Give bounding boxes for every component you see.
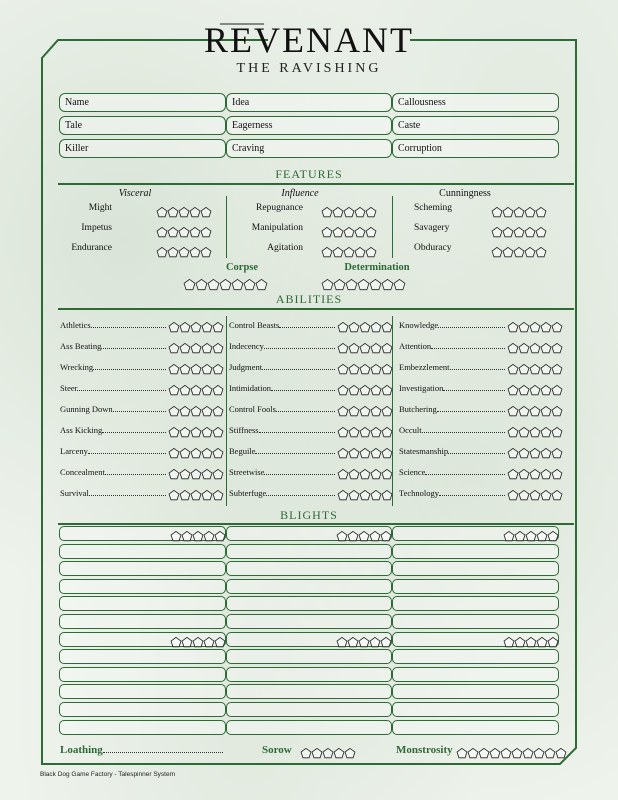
- feature-label: Manipulation: [251, 223, 303, 233]
- feature-dots[interactable]: [321, 203, 376, 221]
- ability-label: Statesmanship: [399, 446, 449, 456]
- field-tale[interactable]: Tale: [59, 116, 226, 135]
- blight-dots[interactable]: [170, 527, 225, 545]
- ability-dots[interactable]: [168, 423, 223, 441]
- ability-leader: [450, 369, 505, 370]
- ability-row[interactable]: [60, 341, 166, 351]
- feature-col-title: Visceral: [118, 188, 152, 199]
- ability-label: Survival: [60, 488, 89, 498]
- ability-leader: [264, 474, 335, 475]
- ability-dots[interactable]: [337, 381, 392, 399]
- features-rule: [58, 183, 574, 185]
- ability-row[interactable]: [60, 488, 166, 498]
- ability-leader: [105, 474, 166, 475]
- feature-dots[interactable]: [491, 223, 546, 241]
- ability-label: Intimidation: [229, 383, 272, 393]
- ability-dots[interactable]: [168, 318, 223, 336]
- ability-label: Occult: [399, 425, 422, 435]
- blight-line[interactable]: [226, 649, 392, 664]
- title-block: [0, 20, 618, 77]
- feature-dots[interactable]: [156, 223, 211, 241]
- ability-label: Control Beasts: [229, 320, 280, 330]
- sorrow-dots[interactable]: [300, 744, 355, 762]
- ability-row[interactable]: [229, 383, 335, 393]
- blight-line[interactable]: [226, 720, 392, 735]
- feature-col-title: Influence: [281, 188, 319, 199]
- ability-label: Ass Beating: [60, 341, 102, 351]
- ability-row[interactable]: [399, 362, 505, 372]
- abilities-rule: [58, 308, 574, 310]
- ability-dots[interactable]: [337, 360, 392, 378]
- ability-dots[interactable]: [507, 423, 562, 441]
- ability-dots[interactable]: [507, 339, 562, 357]
- ability-leader: [102, 432, 166, 433]
- ability-leader: [101, 348, 166, 349]
- ability-row[interactable]: [60, 404, 166, 414]
- ability-label: Larceny: [60, 446, 88, 456]
- ability-row[interactable]: [399, 341, 505, 351]
- corpse-label: Corpse: [225, 262, 259, 273]
- ability-row[interactable]: [60, 383, 166, 393]
- feature-col-title: Cunningness: [439, 188, 491, 199]
- blight-dots[interactable]: [336, 633, 391, 651]
- ability-row[interactable]: [229, 488, 335, 498]
- ability-row[interactable]: [60, 446, 166, 456]
- feature-dots[interactable]: [491, 243, 546, 261]
- ability-row[interactable]: [60, 362, 166, 372]
- ability-label: Subterfuge: [229, 488, 267, 498]
- ability-label: Embezzlement: [399, 362, 450, 372]
- ability-leader: [77, 390, 166, 391]
- blight-line[interactable]: [226, 596, 392, 611]
- blight-line[interactable]: [226, 684, 392, 699]
- ability-label: Butchering: [399, 404, 437, 414]
- blight-dots[interactable]: [503, 527, 558, 545]
- abilities-heading: ABILITIES: [275, 292, 343, 306]
- ability-label: Indecency: [229, 341, 264, 351]
- feature-label: Scheming: [414, 203, 452, 213]
- ability-dots[interactable]: [507, 381, 562, 399]
- blight-line[interactable]: [59, 614, 226, 629]
- field-idea[interactable]: Idea: [226, 93, 392, 112]
- ability-dots[interactable]: [337, 402, 392, 420]
- blights-rule: [58, 523, 574, 525]
- feature-dots[interactable]: [156, 203, 211, 221]
- ability-row[interactable]: [399, 404, 505, 414]
- ability-leader: [431, 348, 505, 349]
- ability-dots[interactable]: [337, 465, 392, 483]
- ability-row[interactable]: [399, 446, 505, 456]
- credit-note: Black Dog Game Factory - Talespinner System: [40, 771, 175, 778]
- ability-row[interactable]: [399, 383, 505, 393]
- page-title: REVENANT: [204, 20, 414, 60]
- ability-dots[interactable]: [507, 444, 562, 462]
- feature-dots[interactable]: [491, 203, 546, 221]
- ability-label: Stiffness: [229, 425, 259, 435]
- blight-line[interactable]: [59, 596, 226, 611]
- ability-label: Concealment: [60, 467, 105, 477]
- monstrosity-dots[interactable]: [456, 744, 566, 762]
- ability-dots[interactable]: [168, 339, 223, 357]
- ability-dots[interactable]: [337, 444, 392, 462]
- ability-leader: [276, 411, 335, 412]
- field-eagerness[interactable]: Eagerness: [226, 116, 392, 135]
- loathing-field[interactable]: [60, 744, 223, 756]
- ability-leader: [422, 432, 505, 433]
- feature-label: Might: [88, 203, 112, 213]
- ability-dots[interactable]: [507, 465, 562, 483]
- field-corruption[interactable]: Corruption: [392, 139, 559, 158]
- ability-row[interactable]: [229, 425, 335, 435]
- blight-line[interactable]: [226, 614, 392, 629]
- sorrow-label: Sorow: [262, 744, 292, 756]
- ability-leader: [279, 327, 335, 328]
- blight-line[interactable]: [59, 702, 226, 717]
- determination-label: Determination: [344, 262, 410, 273]
- blights-heading: BLIGHTS: [280, 508, 338, 522]
- ability-label: Beguile: [229, 446, 256, 456]
- ability-dots[interactable]: [337, 318, 392, 336]
- blight-line[interactable]: [226, 667, 392, 682]
- ability-row[interactable]: [60, 320, 166, 330]
- ability-leader: [89, 495, 166, 496]
- ability-label: Investigation: [399, 383, 444, 393]
- field-callousness[interactable]: Callousness: [392, 93, 559, 112]
- field-caste[interactable]: Caste: [392, 116, 559, 135]
- loathing-label: Loathing: [60, 744, 103, 756]
- ability-row[interactable]: [229, 467, 335, 477]
- ability-label: Judgment: [229, 362, 263, 372]
- ability-leader: [437, 411, 505, 412]
- ability-dots[interactable]: [168, 381, 223, 399]
- blight-line[interactable]: [59, 684, 226, 699]
- corpse-dots[interactable]: [183, 275, 267, 293]
- feature-dots[interactable]: [321, 243, 376, 261]
- ability-label: Streetwise: [229, 467, 265, 477]
- feature-divider: [392, 196, 393, 258]
- features-heading: FEATURES: [275, 167, 343, 181]
- feature-label: Agitation: [267, 243, 303, 253]
- ability-leader: [266, 495, 335, 496]
- ability-leader: [91, 327, 166, 328]
- ability-leader: [439, 495, 505, 496]
- ability-leader: [438, 327, 505, 328]
- blight-line[interactable]: [59, 667, 226, 682]
- blight-line[interactable]: [392, 649, 559, 664]
- ability-label: Attention: [399, 341, 432, 351]
- ability-row[interactable]: [399, 425, 505, 435]
- ability-leader: [255, 453, 335, 454]
- blight-line[interactable]: [392, 684, 559, 699]
- ability-row[interactable]: [60, 425, 166, 435]
- ability-row[interactable]: [399, 488, 505, 498]
- ability-label: Athletics: [60, 320, 91, 330]
- ability-leader: [113, 411, 166, 412]
- ability-leader: [262, 369, 335, 370]
- ability-label: Technology: [399, 488, 440, 498]
- blight-line[interactable]: [59, 720, 226, 735]
- ability-dots[interactable]: [337, 486, 392, 504]
- blight-line[interactable]: [392, 667, 559, 682]
- ability-dots[interactable]: [168, 360, 223, 378]
- blight-dots[interactable]: [336, 527, 391, 545]
- determination-dots[interactable]: [321, 275, 405, 293]
- ability-leader: [259, 432, 335, 433]
- ability-dots[interactable]: [168, 465, 223, 483]
- ability-row[interactable]: [229, 320, 335, 330]
- blight-dots[interactable]: [503, 633, 558, 651]
- ability-dots[interactable]: [168, 444, 223, 462]
- feature-dots[interactable]: [156, 243, 211, 261]
- blight-line[interactable]: [392, 702, 559, 717]
- ability-dots[interactable]: [337, 423, 392, 441]
- blight-line[interactable]: [392, 596, 559, 611]
- ability-label: Wrecking: [60, 362, 94, 372]
- blight-line[interactable]: [59, 561, 226, 576]
- ability-row[interactable]: [229, 404, 335, 414]
- ability-row[interactable]: [229, 446, 335, 456]
- blight-line[interactable]: [226, 702, 392, 717]
- feature-label: Impetus: [81, 223, 112, 233]
- ability-divider: [392, 316, 393, 506]
- blight-line[interactable]: [226, 544, 392, 559]
- feature-label: Repugnance: [256, 203, 303, 213]
- ability-row[interactable]: [399, 467, 505, 477]
- ability-label: Ass Kicking: [60, 425, 103, 435]
- ability-divider: [226, 316, 227, 506]
- ability-dots[interactable]: [168, 486, 223, 504]
- page-subtitle: THE RAVISHING: [236, 61, 382, 76]
- ability-dots[interactable]: [507, 486, 562, 504]
- ability-leader: [93, 369, 166, 370]
- ability-leader: [443, 390, 505, 391]
- field-name[interactable]: Name: [59, 93, 226, 112]
- feature-label: Savagery: [414, 223, 450, 233]
- ability-leader: [271, 390, 335, 391]
- feature-label: Endurance: [71, 243, 112, 253]
- feature-divider: [226, 196, 227, 258]
- ability-label: Gunning Down: [60, 404, 113, 414]
- feature-label: Obduracy: [414, 243, 452, 253]
- blight-line[interactable]: [392, 579, 559, 594]
- blight-line[interactable]: [226, 579, 392, 594]
- ability-dots[interactable]: [168, 402, 223, 420]
- blight-dots[interactable]: [170, 633, 225, 651]
- blight-line[interactable]: [392, 614, 559, 629]
- ability-label: Control Fools: [229, 404, 276, 414]
- ability-dots[interactable]: [337, 339, 392, 357]
- blight-line[interactable]: [59, 544, 226, 559]
- ability-leader: [264, 348, 335, 349]
- ability-row[interactable]: [229, 341, 335, 351]
- ability-dots[interactable]: [507, 318, 562, 336]
- ability-row[interactable]: [399, 320, 505, 330]
- ability-leader: [448, 453, 505, 454]
- field-craving[interactable]: Craving: [226, 139, 392, 158]
- blight-line[interactable]: [392, 561, 559, 576]
- ability-leader: [425, 474, 505, 475]
- field-killer[interactable]: Killer: [59, 139, 226, 158]
- ability-dots[interactable]: [507, 360, 562, 378]
- blight-line[interactable]: [59, 579, 226, 594]
- monstrosity-label: Monstrosity: [396, 744, 453, 756]
- ability-label: Science: [399, 467, 426, 477]
- blight-line[interactable]: [59, 649, 226, 664]
- blight-line[interactable]: [226, 561, 392, 576]
- blight-line[interactable]: [392, 720, 559, 735]
- ability-label: Steer: [60, 383, 78, 393]
- blight-line[interactable]: [392, 544, 559, 559]
- ability-row[interactable]: [229, 362, 335, 372]
- ability-row[interactable]: [60, 467, 166, 477]
- ability-dots[interactable]: [507, 402, 562, 420]
- ability-label: Knowledge: [399, 320, 439, 330]
- feature-dots[interactable]: [321, 223, 376, 241]
- ability-leader: [88, 453, 166, 454]
